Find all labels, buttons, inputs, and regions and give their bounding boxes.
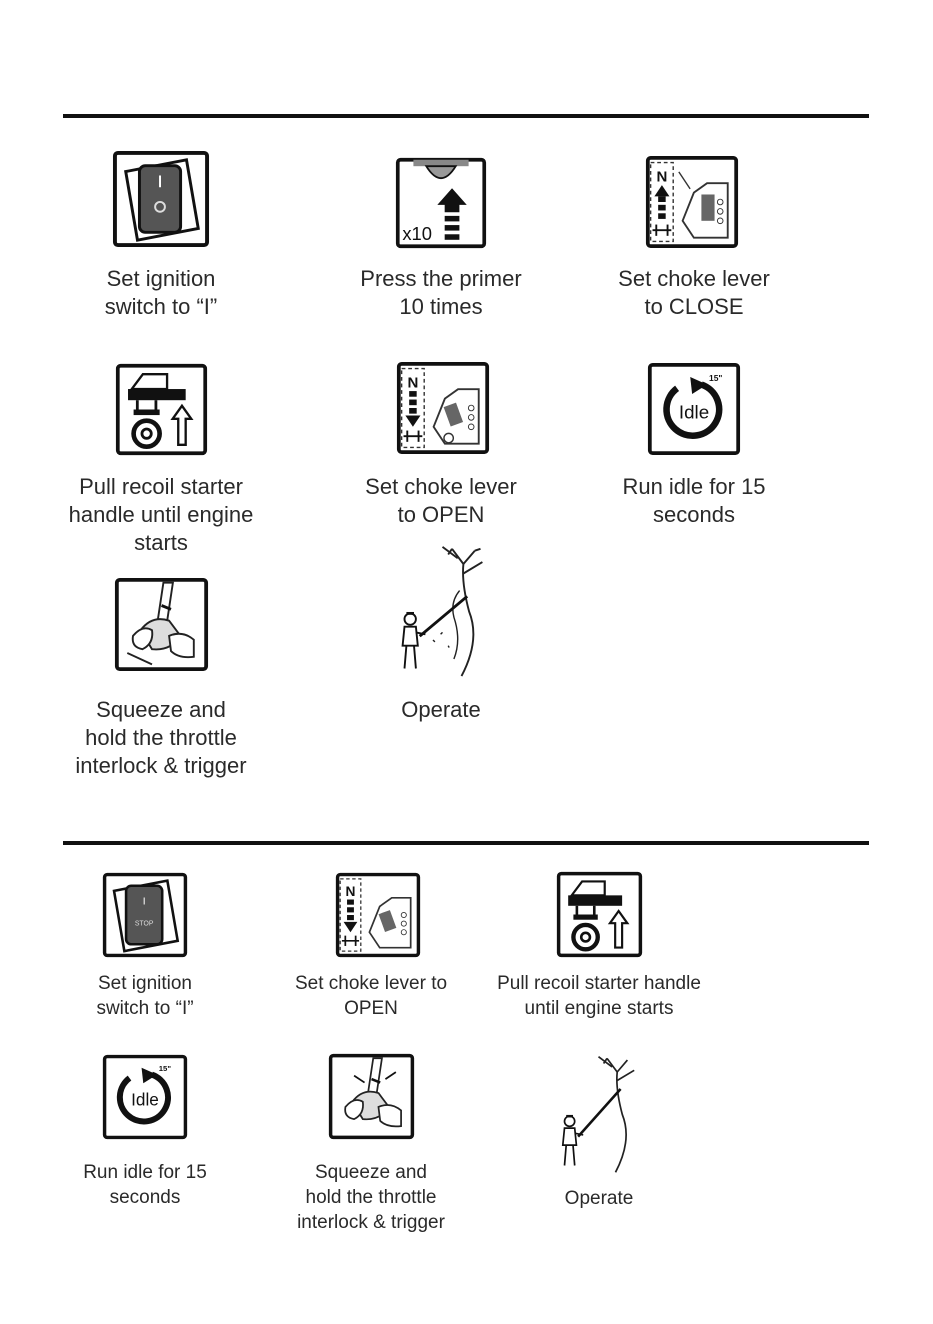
- primer-count-badge: x10: [402, 222, 433, 244]
- choke-open-icon: [335, 872, 421, 958]
- choke-open-icon: [396, 361, 490, 455]
- svg-text:N: N: [407, 374, 419, 392]
- caption-step-1: Set ignition switch to “I”: [104, 266, 218, 319]
- svg-text:I: I: [142, 896, 146, 908]
- caption-step-8: Operate: [401, 697, 481, 722]
- section-divider-top: [63, 114, 869, 118]
- throttle-trigger-icon: [114, 577, 209, 672]
- recoil-starter-icon: [556, 871, 643, 958]
- caption-warm-step-6: Operate: [564, 1188, 634, 1209]
- caption-step-4: Pull recoil starter handle until engine starts: [68, 474, 254, 555]
- svg-text:N: N: [656, 168, 668, 186]
- recoil-starter-icon: [115, 363, 208, 456]
- primer-bulb-icon: [395, 157, 487, 249]
- svg-text:STOP: STOP: [134, 920, 154, 928]
- section-divider-bottom: [63, 841, 869, 845]
- caption-warm-step-4: Run idle for 15 seconds: [83, 1162, 207, 1208]
- operator-pruning-icon: [395, 544, 490, 679]
- svg-text:15": 15": [709, 372, 723, 383]
- caption-step-7: Squeeze and hold the throttle interlock & trigger: [75, 697, 247, 778]
- operator-pruning-icon: [556, 1052, 641, 1177]
- caption-warm-step-3: Pull recoil starter handle until engine starts: [497, 973, 701, 1019]
- caption-warm-step-1: Set ignition switch to “I”: [96, 973, 194, 1019]
- svg-text:15": 15": [158, 1064, 172, 1074]
- idle-timer-icon: [647, 362, 741, 456]
- svg-text:Idle: Idle: [678, 401, 710, 423]
- caption-warm-step-5: Squeeze and hold the throttle interlock & trigger: [297, 1162, 445, 1233]
- throttle-trigger-icon: [328, 1053, 415, 1140]
- svg-text:Idle: Idle: [131, 1089, 159, 1110]
- ignition-switch-icon: [102, 872, 188, 958]
- idle-timer-icon: [102, 1054, 188, 1140]
- caption-step-2: Press the primer 10 times: [360, 266, 522, 319]
- choke-close-icon: [645, 155, 739, 249]
- caption-step-6: Run idle for 15 seconds: [622, 474, 766, 527]
- caption-step-5: Set choke lever to OPEN: [365, 474, 517, 527]
- caption-warm-step-2: Set choke lever to OPEN: [294, 973, 448, 1019]
- ignition-switch-icon: [112, 150, 210, 248]
- svg-text:N: N: [345, 884, 356, 900]
- caption-step-3: Set choke lever to CLOSE: [618, 266, 770, 319]
